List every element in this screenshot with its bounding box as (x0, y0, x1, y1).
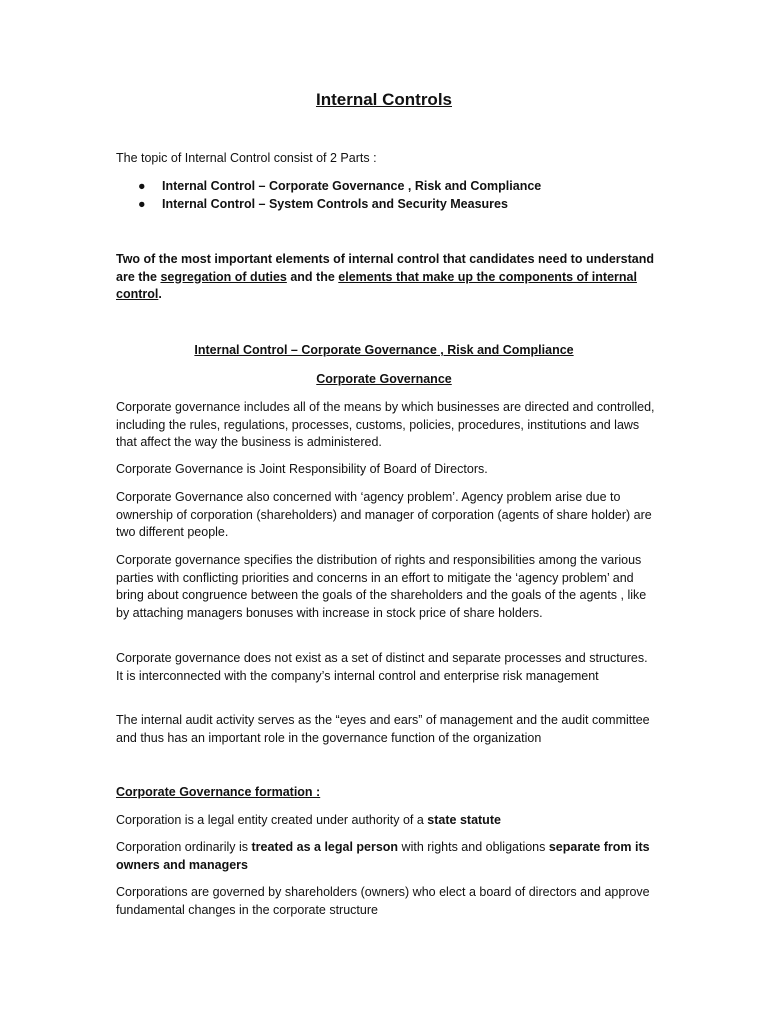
list-item (116, 177, 656, 195)
important-text: Two of the most important elements of internal control that candidates need to understand are the (116, 252, 655, 284)
paragraph: Corporate governance specifies the distribution of rights and responsibilities among the various parties with conflicting priorities and concerns in an effort to mitigate the ‘agency problem’ and bring about congruence between the goals of the shareholders and the goals of the agents , like by attaching managers bonuses with increase in stock price of share holders. (116, 553, 647, 620)
intro-text: The topic of Internal Control consist of 2 Parts : (116, 151, 377, 165)
formation-text: with rights and obligations (398, 840, 549, 854)
formation-text: Corporation ordinarily is (116, 840, 252, 854)
bullet-icon: ● (138, 197, 146, 211)
section-heading: Internal Control – Corporate Governance , Risk and Compliance (194, 343, 574, 357)
components-of-internal-control-text: elements that make up the components of internal control (116, 269, 637, 302)
formation-bold-text: state statute (427, 813, 501, 827)
paragraph: Corporate governance includes all of the means by which businesses are directed and controlled, including the rules, regulations, processes, customs, policies, procedures, institutions and laws that affect the way the business is administered. (116, 400, 655, 450)
formation-bold-text: treated as a legal person (251, 840, 399, 854)
paragraph: The internal audit activity serves as the “eyes and ears” of management and the audit committee and thus has an important role in the governance function of the organization (116, 713, 650, 745)
segregation-of-duties-text: segregation of duties (160, 269, 287, 284)
list-item-label: Internal Control – System Controls and Security Measures (162, 197, 508, 211)
formation-heading: Corporate Governance formation : (116, 785, 321, 799)
paragraph: Corporate Governance also concerned with ‘agency problem’. Agency problem arise due to ownership of corporation (shareholders) and manager of corporation (agents of share holder) are two different people. (116, 490, 652, 540)
formation-paragraph: Corporations are governed by shareholders (owners) who elect a board of directors and approve fundamental changes in the corporate structure (116, 885, 650, 917)
paragraph: Corporate governance does not exist as a set of distinct and separate processes and structures. It is interconnected with the company’s internal control and enterprise risk management (116, 651, 648, 683)
formation-paragraph (116, 812, 656, 830)
list-item-label: Internal Control – Corporate Governance , Risk and Compliance (162, 179, 542, 193)
formation-text: Corporation is a legal entity created under authority of a (116, 813, 428, 827)
document-title: Internal Controls (315, 90, 452, 109)
important-text: and the (286, 269, 339, 284)
important-text: . (158, 287, 162, 302)
formation-bold-text: separate from its owners and managers (116, 840, 650, 872)
parts-list (116, 177, 656, 213)
list-item (116, 195, 656, 213)
subheading: Corporate Governance (316, 372, 452, 386)
important-paragraph (116, 251, 656, 304)
bullet-icon: ● (138, 179, 146, 193)
formation-paragraph (116, 839, 656, 874)
paragraph: Corporate Governance is Joint Responsibility of Board of Directors. (116, 462, 488, 476)
